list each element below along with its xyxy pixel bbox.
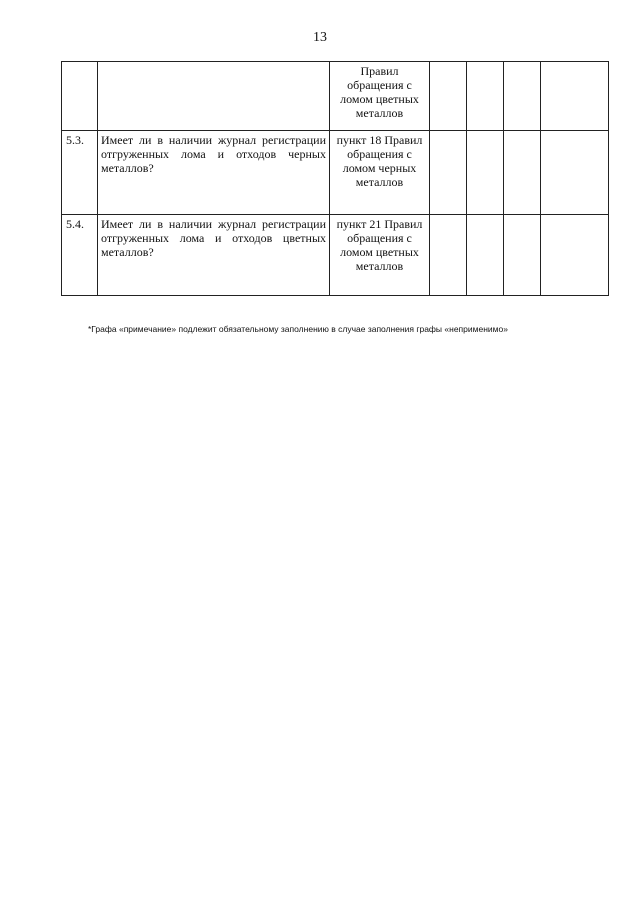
footnote: *Графа «примечание» подлежит обязательному заполнению в случае заполнения графы «неприменимо» [88, 324, 508, 334]
question-cell: Имеет ли в наличии журнал регистрации отгруженных лома и отходов черных металлов? [98, 131, 330, 215]
answer-cell-yes[interactable] [430, 62, 467, 131]
table-row [62, 62, 609, 131]
answer-cell-no[interactable] [467, 215, 504, 296]
note-cell[interactable] [541, 62, 609, 131]
answer-cell-not-applicable[interactable] [504, 62, 541, 131]
answer-cell-yes[interactable] [430, 215, 467, 296]
answer-cell-not-applicable[interactable] [504, 131, 541, 215]
table-row [62, 131, 609, 215]
note-cell[interactable] [541, 131, 609, 215]
checklist-table [61, 61, 609, 296]
question-cell: Имеет ли в наличии журнал регистрации отгруженных лома и отходов цветных металлов? [98, 215, 330, 296]
answer-cell-yes[interactable] [430, 131, 467, 215]
note-cell[interactable] [541, 215, 609, 296]
answer-cell-not-applicable[interactable] [504, 215, 541, 296]
table-row [62, 215, 609, 296]
answer-cell-no[interactable] [467, 131, 504, 215]
row-number: 5.3. [62, 131, 98, 215]
reference-cell: пункт 21 Правил обращения с ломом цветных металлов [330, 215, 430, 296]
reference-cell: пункт 18 Правил обращения с ломом черных металлов [330, 131, 430, 215]
row-number [62, 62, 98, 131]
reference-cell: Правил обращения с ломом цветных металлов [330, 62, 430, 131]
answer-cell-no[interactable] [467, 62, 504, 131]
question-cell [98, 62, 330, 131]
row-number: 5.4. [62, 215, 98, 296]
page-number: 13 [313, 30, 327, 45]
